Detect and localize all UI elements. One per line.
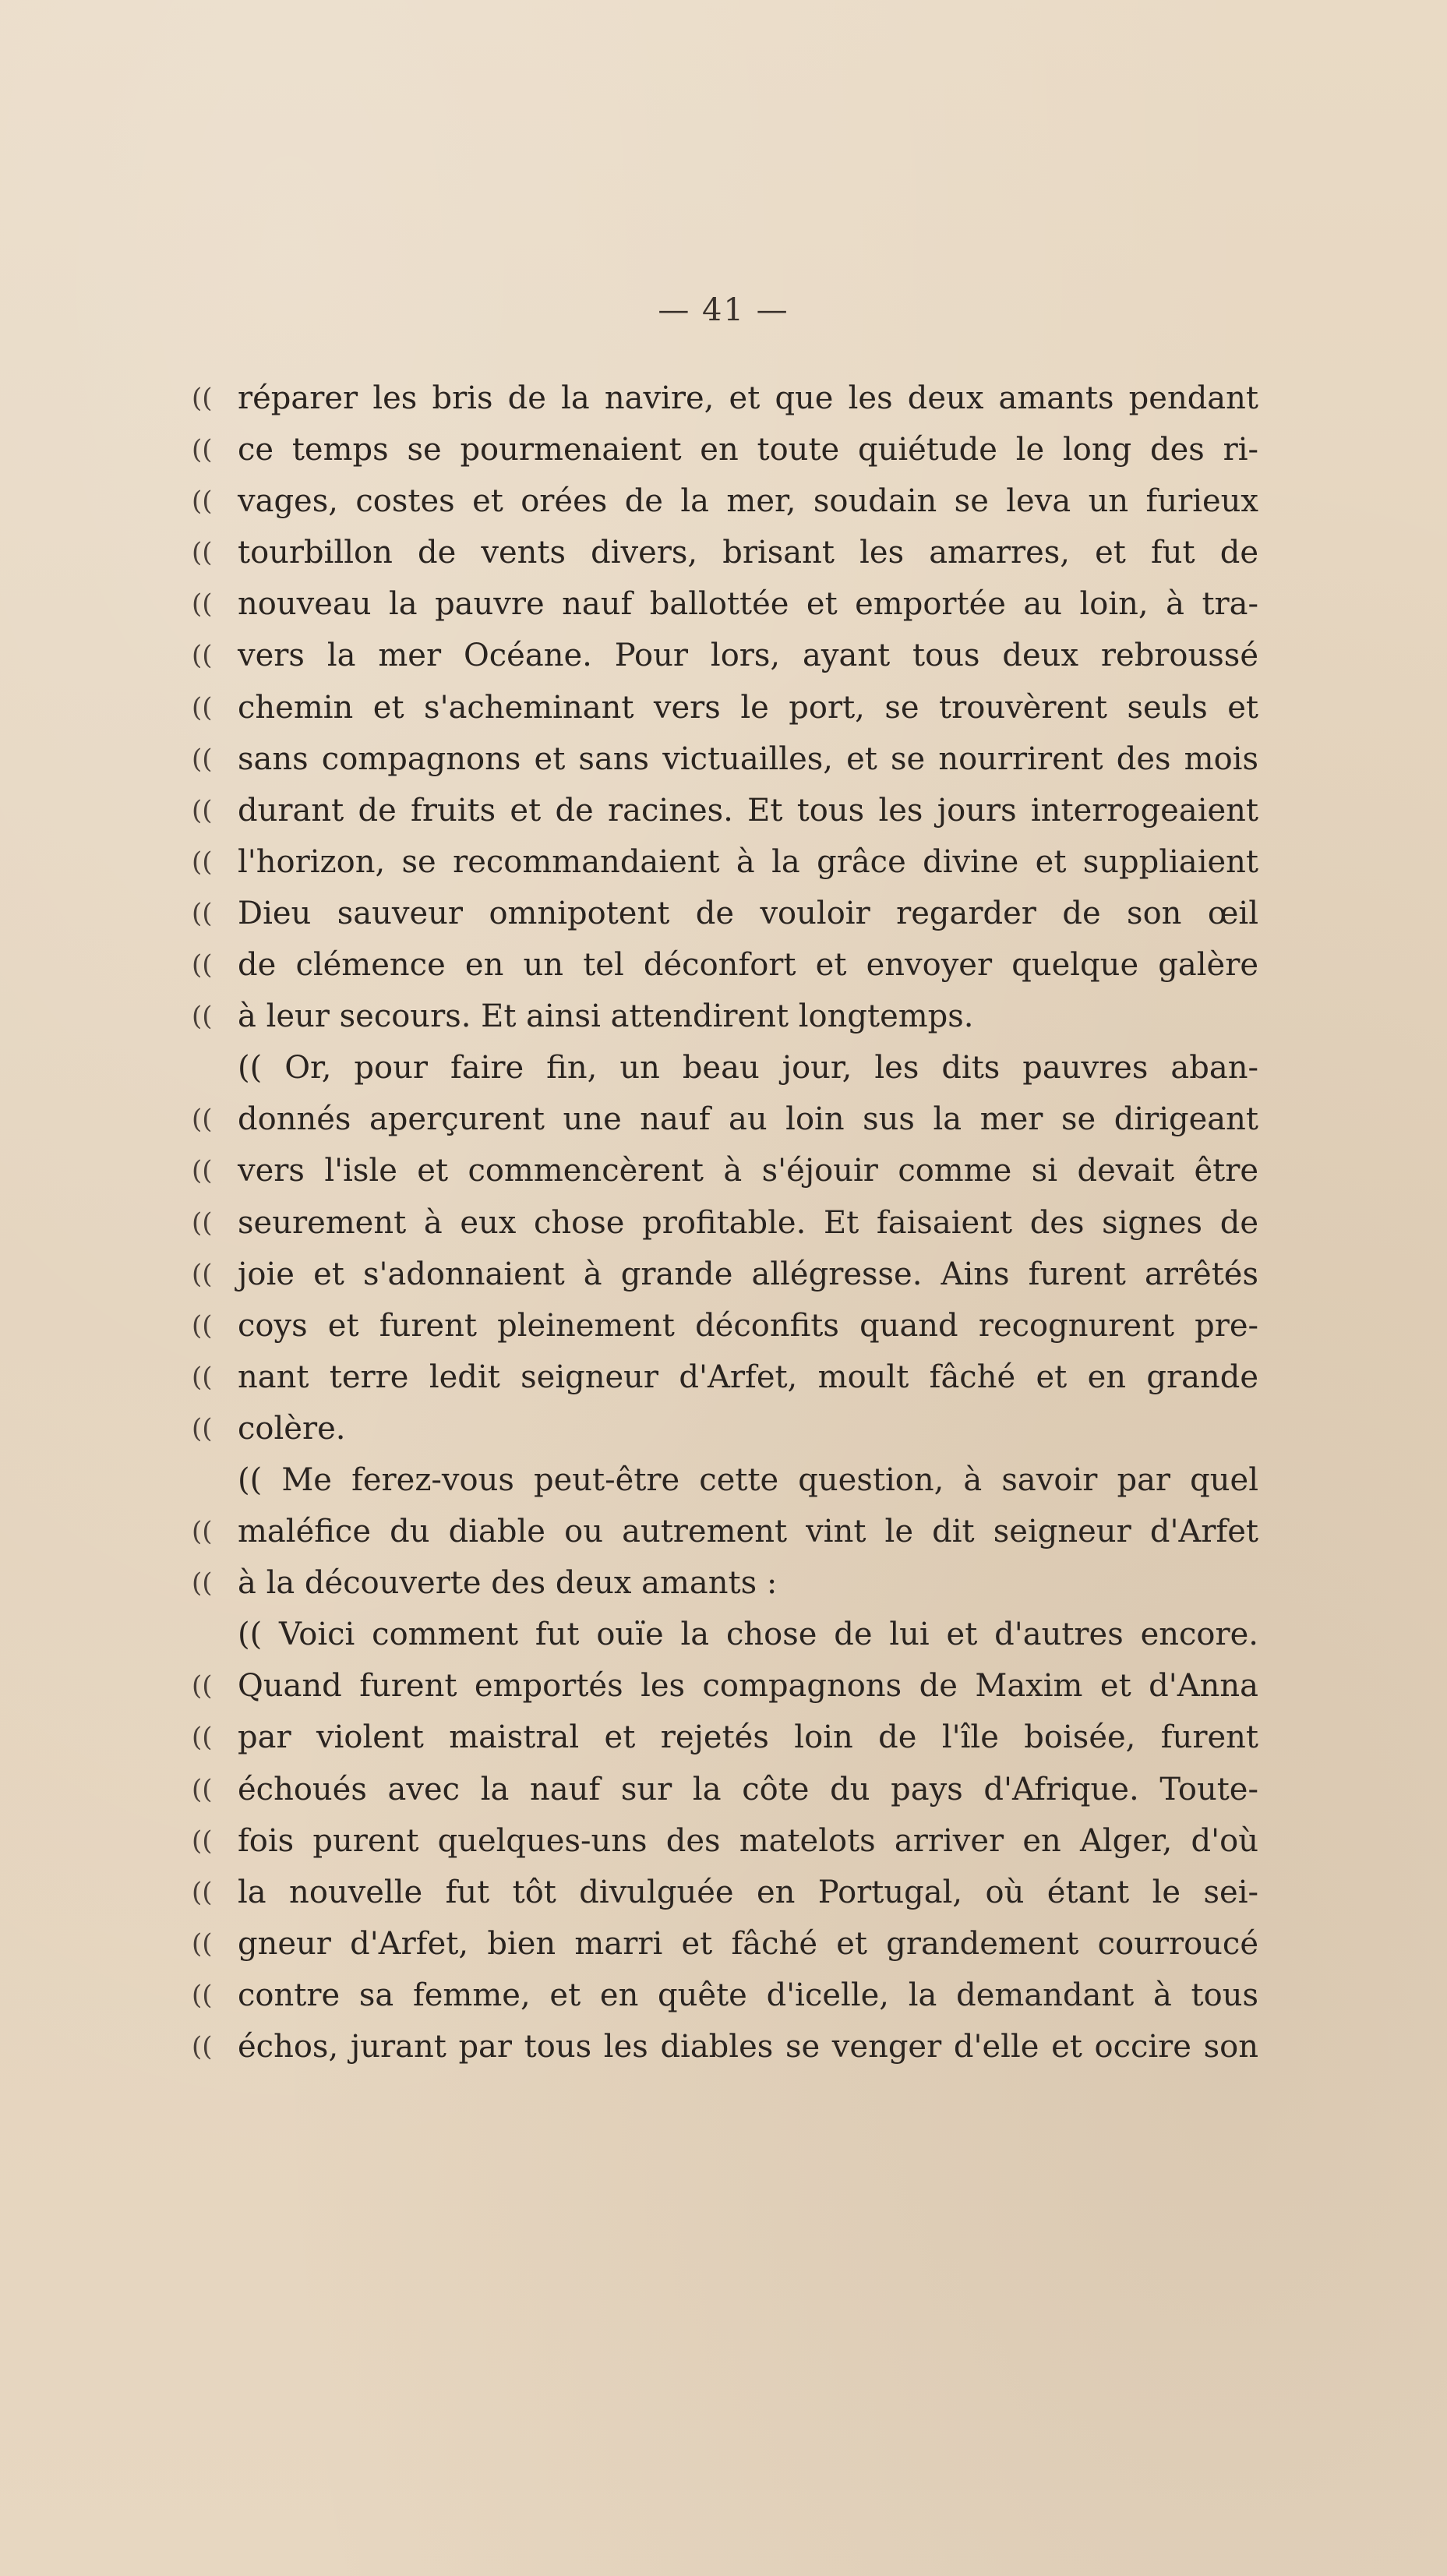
text-line — [0, 1249, 1447, 1300]
line-text: (( Or, pour faire fin, un beau jour, les dits pauvres aban- — [238, 1050, 1258, 1087]
line-text: maléfice du diable ou autrement vint le dit seigneur d'Arfet — [238, 1514, 1258, 1550]
text-line — [0, 1300, 1447, 1352]
page-number: — 41 — — [658, 292, 789, 328]
quote-marker: (( — [192, 1876, 213, 1908]
line-text: chemin et s'acheminant vers le port, se trouvèrent seuls et — [238, 689, 1258, 726]
line-text: nant terre ledit seigneur d'Arfet, moult fâché et en grande — [238, 1359, 1258, 1395]
text-line — [0, 1094, 1447, 1145]
line-text: ce temps se pourmenaient en toute quiétude le long des ri- — [238, 432, 1258, 468]
line-text: à leur secours. Et ainsi attendirent longtemps. — [238, 998, 974, 1035]
line-text: (( Voici comment fut ouïe la chose de lui et d'autres encore. — [238, 1617, 1258, 1653]
quote-marker: (( — [192, 1670, 213, 1702]
line-text: l'horizon, se recommandaient à la grâce divine et suppliaient — [238, 843, 1258, 880]
text-line — [0, 888, 1447, 939]
quote-marker: (( — [192, 434, 213, 466]
line-text: coys et furent pleinement déconfits quand recognurent pre- — [238, 1307, 1258, 1344]
line-text: donnés aperçurent une nauf au loin sus la mer se dirigeant — [238, 1101, 1258, 1138]
text-line — [0, 1145, 1447, 1196]
text-line — [0, 630, 1447, 681]
quote-marker: (( — [192, 1979, 213, 2011]
quote-marker: (( — [192, 1309, 213, 1341]
quote-marker: (( — [192, 1928, 213, 1959]
line-text: (( Me ferez-vous peut-être cette question, à savoir par quel — [238, 1461, 1258, 1498]
text-line — [0, 475, 1447, 527]
line-text: vers l'isle et commencèrent à s'éjouir comme si devait être — [238, 1153, 1258, 1189]
body-text — [0, 373, 1447, 2072]
line-text: vers la mer Océane. Pour lors, ayant tous deux rebroussé — [238, 638, 1258, 674]
quote-marker: (( — [192, 1773, 213, 1805]
line-text: échoués avec la nauf sur la côte du pays d'Afrique. Toute- — [238, 1771, 1258, 1807]
text-line — [0, 1197, 1447, 1249]
quote-marker: (( — [192, 1722, 213, 1754]
quote-marker: (( — [192, 1516, 213, 1548]
text-line — [0, 733, 1447, 785]
line-text: seurement à eux chose profitable. Et faisaient des signes de — [238, 1204, 1258, 1241]
text-line — [0, 1557, 1447, 1609]
line-text: vages, costes et orées de la mer, soudain se leva un furieux — [238, 483, 1258, 520]
text-line — [0, 1867, 1447, 1918]
text-line — [0, 1454, 1447, 1506]
text-line — [0, 2021, 1447, 2072]
quote-marker: (( — [192, 537, 213, 569]
line-text: nouveau la pauvre nauf ballottée et emportée au loin, à tra- — [238, 586, 1258, 623]
quote-marker: (( — [192, 1104, 213, 1136]
text-line — [0, 1660, 1447, 1712]
quote-marker: (( — [192, 691, 213, 723]
text-line — [0, 836, 1447, 888]
text-line — [0, 1815, 1447, 1867]
quote-marker: (( — [192, 1825, 213, 1857]
quote-marker: (( — [192, 743, 213, 775]
quote-marker: (( — [192, 1207, 213, 1239]
text-line — [0, 1506, 1447, 1557]
line-text: durant de fruits et de racines. Et tous les jours interrogeaient — [238, 792, 1258, 829]
line-text: la nouvelle fut tôt divulguée en Portugal, où étant le sei- — [238, 1874, 1258, 1910]
text-line — [0, 939, 1447, 991]
text-line — [0, 1403, 1447, 1454]
quote-marker: (( — [192, 1258, 213, 1290]
line-text: gneur d'Arfet, bien marri et fâché et grandement courroucé — [238, 1925, 1258, 1962]
quote-marker: (( — [192, 1361, 213, 1393]
quote-marker: (( — [192, 588, 213, 620]
line-text: Quand furent emportés les compagnons de Maxim et d'Anna — [238, 1668, 1258, 1705]
text-line — [0, 1042, 1447, 1094]
quote-marker: (( — [192, 1567, 213, 1599]
text-line — [0, 682, 1447, 733]
line-text: de clémence en un tel déconfort et envoyer quelque galère — [238, 947, 1258, 984]
quote-marker: (( — [192, 2031, 213, 2062]
line-text: Dieu sauveur omnipotent de vouloir regarder de son œil — [238, 895, 1258, 931]
quote-marker: (( — [192, 949, 213, 981]
line-text: sans compagnons et sans victuailles, et se nourrirent des mois — [238, 740, 1258, 777]
text-line — [0, 527, 1447, 578]
quote-marker: (( — [192, 1412, 213, 1444]
line-text: par violent maistral et rejetés loin de l'île boisée, furent — [238, 1719, 1258, 1756]
quote-marker: (( — [192, 640, 213, 672]
line-text: joie et s'adonnaient à grande allégresse. Ains furent arrêtés — [238, 1256, 1258, 1292]
line-text: échos, jurant par tous les diables se venger d'elle et occire son — [238, 2029, 1258, 2065]
line-text: colère. — [238, 1410, 346, 1447]
quote-marker: (( — [192, 486, 213, 518]
text-line — [0, 1970, 1447, 2021]
quote-marker: (( — [192, 1001, 213, 1033]
text-line — [0, 373, 1447, 424]
line-text: tourbillon de vents divers, brisant les amarres, et fut de — [238, 535, 1258, 571]
line-text: contre sa femme, et en quête d'icelle, la demandant à tous — [238, 1977, 1258, 2013]
text-line — [0, 1352, 1447, 1403]
quote-marker: (( — [192, 1155, 213, 1187]
line-text: réparer les bris de la navire, et que les deux amants pendant — [238, 380, 1258, 416]
quote-marker: (( — [192, 383, 213, 414]
text-line — [0, 785, 1447, 836]
text-line — [0, 424, 1447, 475]
text-line — [0, 1609, 1447, 1660]
text-line — [0, 991, 1447, 1042]
quote-marker: (( — [192, 846, 213, 878]
line-text: fois purent quelques-uns des matelots arriver en Alger, d'où — [238, 1822, 1258, 1859]
text-line — [0, 1918, 1447, 1970]
quote-marker: (( — [192, 897, 213, 929]
quote-marker: (( — [192, 794, 213, 826]
text-line — [0, 1712, 1447, 1763]
text-line — [0, 578, 1447, 630]
text-line — [0, 1764, 1447, 1815]
line-text: à la découverte des deux amants : — [238, 1565, 778, 1602]
